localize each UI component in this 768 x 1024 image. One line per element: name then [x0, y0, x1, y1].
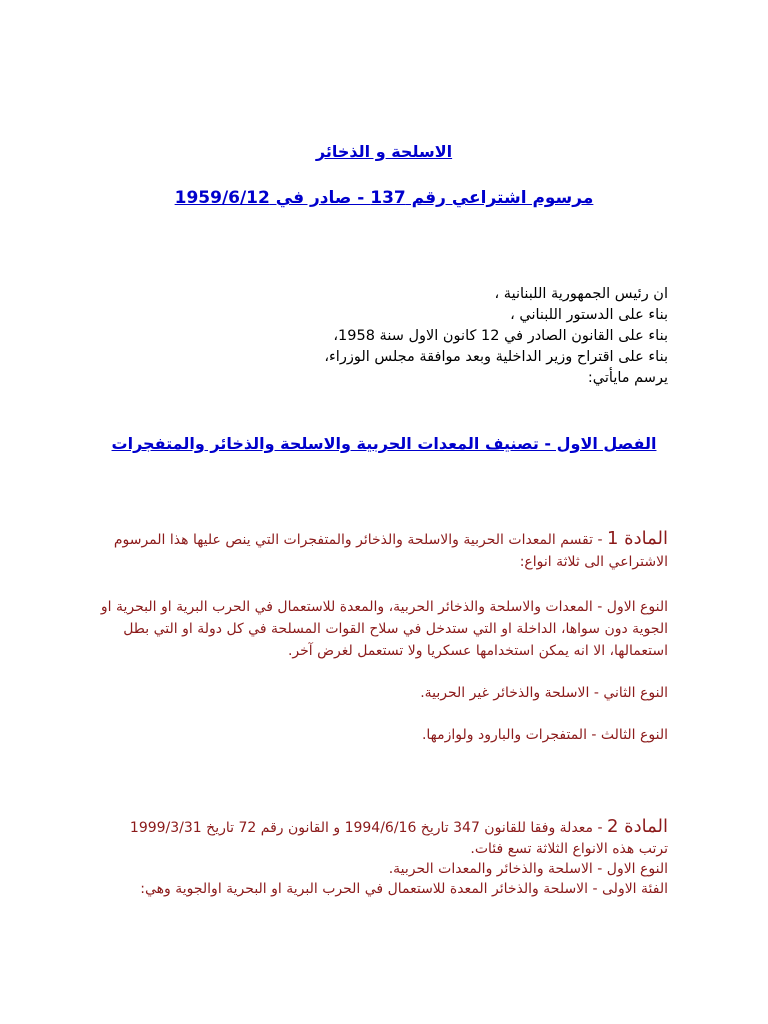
type-2-paragraph: النوع الثاني - الاسلحة والذخائر غير الحربية. [420, 685, 668, 701]
article-1-text: - تقسم المعدات الحربية والاسلحة والذخائر والمتفجرات التي ينص عليها هذا المرسوم الاشتراعي الى ثلاثة انواع: [113, 532, 668, 570]
chapter-title: الفصل الاول - تصنيف المعدات الحربية والاسلحة والذخائر والمتفجرات [111, 434, 657, 453]
article-2-label: المادة 2 [607, 816, 668, 837]
article-2-heading [83, 816, 668, 839]
article-2-line: ترتب هذه الانواع الثلاثة تسع فئات. [470, 841, 668, 857]
article-2-line: الفئة الاولى - الاسلحة والذخائر المعدة للاستعمال في الحرب البرية او البحرية اوالجوية وهي: [140, 881, 668, 897]
article-2 [83, 816, 668, 899]
preamble-line: بناء على القانون الصادر في 12 كانون الاول سنة 1958، [333, 328, 668, 344]
article-2-text: - معدلة وفقا للقانون 347 تاريخ 1994/6/16 و القانون رقم 72 تاريخ 1999/3/31 [129, 820, 603, 836]
preamble [108, 284, 668, 389]
preamble-line: بناء على الدستور اللبناني ، [510, 307, 668, 323]
preamble-line: ان رئيس الجمهورية اللبنانية ، [494, 286, 668, 302]
article-1 [83, 528, 668, 573]
type-1-paragraph: النوع الاول - المعدات والاسلحة والذخائر الحربية، والمعدة للاستعمال في الحرب البرية او البحرية او الجوية دون سواها، الداخلة او التي ستدخل في سلاح القوات المسلحة في كل دولة او التي بطل استعمالها، الا انه يمكن استخدامها عسكريا ولا تستعمل لغرض آخر. [100, 599, 668, 659]
type-3-paragraph: النوع الثالث - المتفجرات والبارود ولوازمها. [421, 727, 668, 743]
article-2-line: النوع الاول - الاسلحة والذخائر والمعدات الحربية. [388, 861, 668, 877]
preamble-line: بناء على اقتراح وزير الداخلية وبعد موافقة مجلس الوزراء، [324, 349, 668, 365]
preamble-line: يرسم مايأتي: [587, 370, 668, 386]
decree-title: مرسوم اشتراعي رقم 137 - صادر في 1959/6/12 [174, 188, 594, 208]
article-1-label: المادة 1 [607, 528, 668, 549]
page-title: الاسلحة و الذخائر [315, 142, 453, 161]
